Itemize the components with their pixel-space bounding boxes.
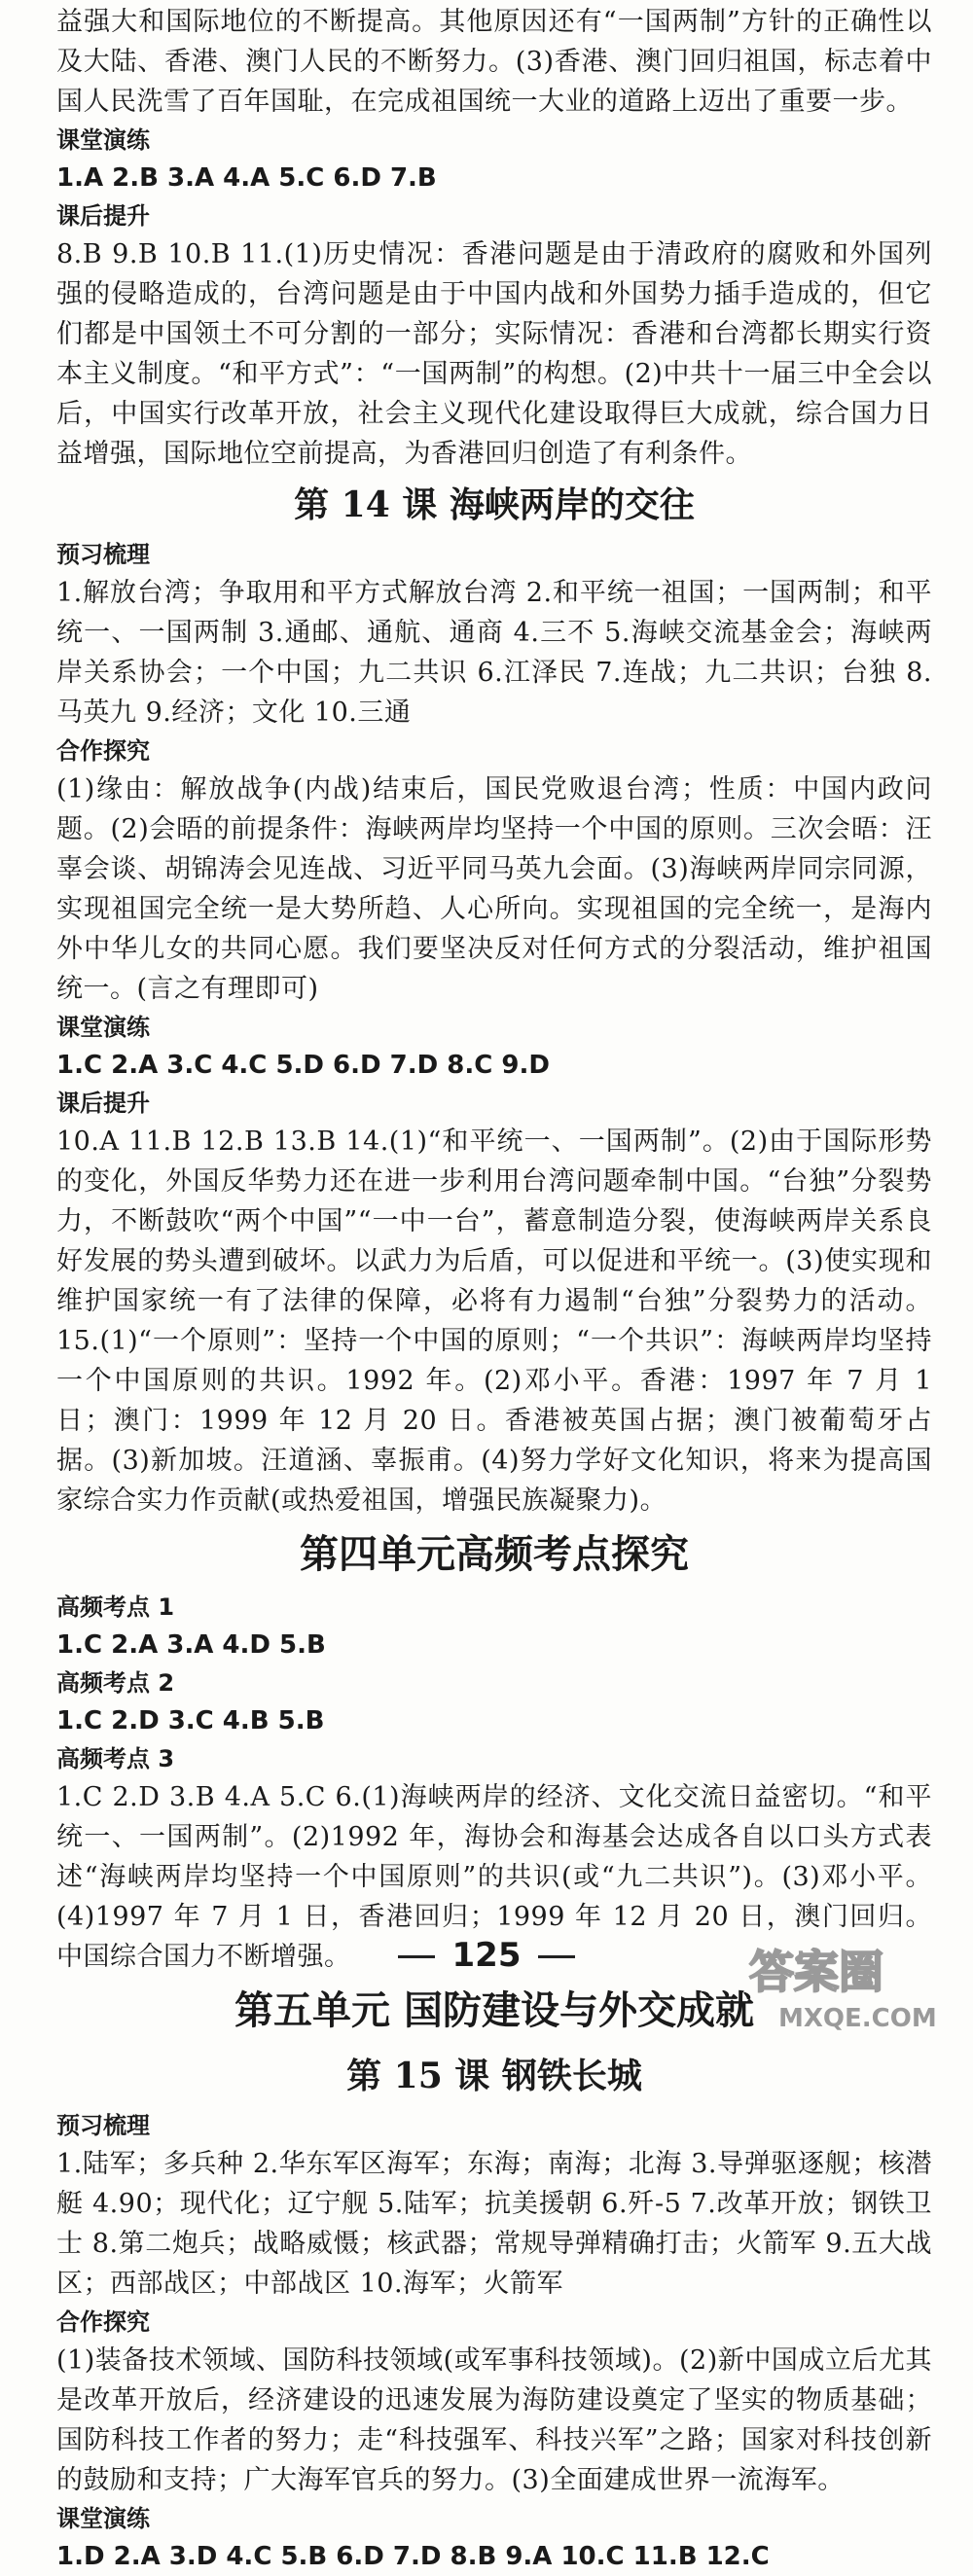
section-heading: 合作探究 bbox=[56, 737, 150, 765]
section-heading: 合作探究 bbox=[56, 2308, 150, 2336]
answer-line: 1.A 2.B 3.A 4.A 5.C 6.D 7.B bbox=[56, 163, 437, 193]
answer-line: 1.C 2.D 3.C 4.B 5.B bbox=[56, 1706, 325, 1735]
text-paragraph: 益强大和国际地位的不断提高。其他原因还有“一国两制”方针的正确性以及大陆、香港、澳门人民的不断努力。(3)香港、澳门回归祖国，标志着中国人民洗雪了百年国耻，在完成祖国统一大业的道路上迈出了重要一步。 bbox=[56, 7, 932, 117]
section-heading: 课堂演练 bbox=[56, 126, 150, 154]
watermark-logo bbox=[739, 1929, 963, 2036]
answer-line: 1.C 2.A 3.A 4.D 5.B bbox=[56, 1630, 326, 1660]
dash-right bbox=[538, 1955, 575, 1958]
lesson-title: 第 14 课 海峡两岸的交往 bbox=[294, 484, 695, 525]
dash-left bbox=[398, 1955, 435, 1958]
text-paragraph: (1)装备技术领域、国防科技领域(或军事科技领域)。(2)新中国成立后尤其是改革开放后，经济建设的迅速发展为海防建设奠定了坚实的物质基础；国防科技工作者的努力；走“科技强军、科技兴军”之路；国家对科技创新的鼓励和支持；广大海军官兵的努力。(3)全面建成世界一流海军。 bbox=[56, 2345, 932, 2495]
section-heading: 课堂演练 bbox=[56, 2505, 150, 2532]
section-heading: 高频考点 3 bbox=[56, 1745, 175, 1772]
text-paragraph: (1)缘由：解放战争(内战)结束后，国民党败退台湾；性质：中国内政问题。(2)会晤的前提条件：海峡两岸均坚持一个中国的原则。三次会晤：汪辜会谈、胡锦涛会见连战、习近平同马英九会面。(3)海峡两岸同宗同源，实现祖国完全统一是大势所趋、人心所向。实现祖国的完全统一，是海内外中华儿女的共同心愿。我们要坚决反对任何方式的分裂活动，维护祖国统一。(言之有理即可) bbox=[56, 774, 932, 1004]
section-heading: 课后提升 bbox=[56, 1090, 150, 1117]
unit-title: 第四单元高频考点探究 bbox=[300, 1531, 689, 1577]
page-number-text: 125 bbox=[451, 1936, 522, 1975]
answer-page bbox=[56, 0, 932, 2576]
answer-line: 1.C 2.A 3.C 4.C 5.D 6.D 7.D 8.C 9.D bbox=[56, 1051, 550, 1080]
text-paragraph: 8.B 9.B 10.B 11.(1)历史情况：香港问题是由于清政府的腐败和外国列强的侵略造成的，台湾问题是由于中国内战和外国势力插手造成的，但它们都是中国领土不可分割的一部分；实际情况：香港和台湾都长期实行资本主义制度。“和平方式”：“一国两制”的构想。(2)中共十一届三中全会以后，中国实行改革开放，社会主义现代化建设取得巨大成就，综合国力日益增强，国际地位空前提高，为香港回归创造了有利条件。 bbox=[56, 239, 932, 469]
section-heading: 课后提升 bbox=[56, 202, 150, 230]
text-paragraph: 1.C 2.D 3.B 4.A 5.C 6.(1)海峡两岸的经济、文化交流日益密切。“和平统一、一国两制”。(2)1992 年，海协会和海基会达成各自以口头方式表述“海峡两岸均坚持一个中国原则”的共识(或“九二共识”)。(3)邓小平。(4)1997 年 7 月 1 日，香港回归；1999 年 12 月 20 日，澳门回归。中国综合国力不断增强。 bbox=[56, 1782, 932, 1972]
section-heading: 高频考点 2 bbox=[56, 1669, 175, 1697]
text-paragraph: 10.A 11.B 12.B 13.B 14.(1)“和平统一、一国两制”。(2)由于国际形势的变化，外国反华势力还在进一步利用台湾问题牵制中国。“台独”分裂势力，不断鼓吹“两个中国”“一中一台”，蓄意制造分裂，使海峡两岸关系良好发展的势头遭到破坏。以武力为后盾，可以促进和平统一。(3)使实现和维护国家统一有了法律的保障，必将有力遏制“台独”分裂势力的活动。 15.(1)“一个原则”：坚持一个中国的原则；“一个共识”：海峡两岸均坚持一个中国原则的共识。1992 年。(2)邓小平。香港：1997 年 7 月 1 日；澳门：1999 年 12 月 20 日。香港被英国占据；澳门被葡萄牙占据。(3)新加坡。汪道涵、辜振甫。(4)努力学好文化知识，将来为提高国家综合实力作贡献(或热爱祖国，增强民族凝聚力)。 bbox=[56, 1127, 932, 1516]
text-paragraph: 1.陆军；多兵种 2.华东军区海军；东海；南海；北海 3.导弹驱逐舰；核潜艇 4.90；现代化；辽宁舰 5.陆军；抗美援朝 6.歼-5 7.改革开放；钢铁卫士 8.第二炮兵；战略威慑；核武器；常规导弹精确打击；火箭军 9.五大战区；西部战区；中部战区 10.海军；火箭军 bbox=[56, 2149, 932, 2299]
section-heading: 高频考点 1 bbox=[56, 1593, 175, 1621]
section-heading: 预习梳理 bbox=[56, 541, 150, 568]
text-paragraph: 1.解放台湾；争取用和平方式解放台湾 2.和平统一祖国；一国两制；和平统一、一国两制 3.通邮、通航、通商 4.三不 5.海峡交流基金会；海峡两岸关系协会；一个中国；九二共识 6.江泽民 7.连战；九二共识；台独 8.马英九 9.经济；文化 10.三通 bbox=[56, 578, 932, 728]
section-heading: 课堂演练 bbox=[56, 1014, 150, 1041]
watermark-subtext: MXQE.COM bbox=[778, 2004, 937, 2033]
unit-title: 第五单元 国防建设与外交成就 bbox=[234, 1987, 754, 2033]
lesson-title: 第 15 课 钢铁长城 bbox=[346, 2056, 642, 2096]
answer-line: 1.D 2.A 3.D 4.C 5.B 6.D 7.D 8.B 9.A 10.C 11.B 12.C bbox=[56, 2542, 770, 2571]
section-heading: 预习梳理 bbox=[56, 2112, 150, 2139]
watermark-text: 答案圈 bbox=[749, 1946, 883, 1998]
